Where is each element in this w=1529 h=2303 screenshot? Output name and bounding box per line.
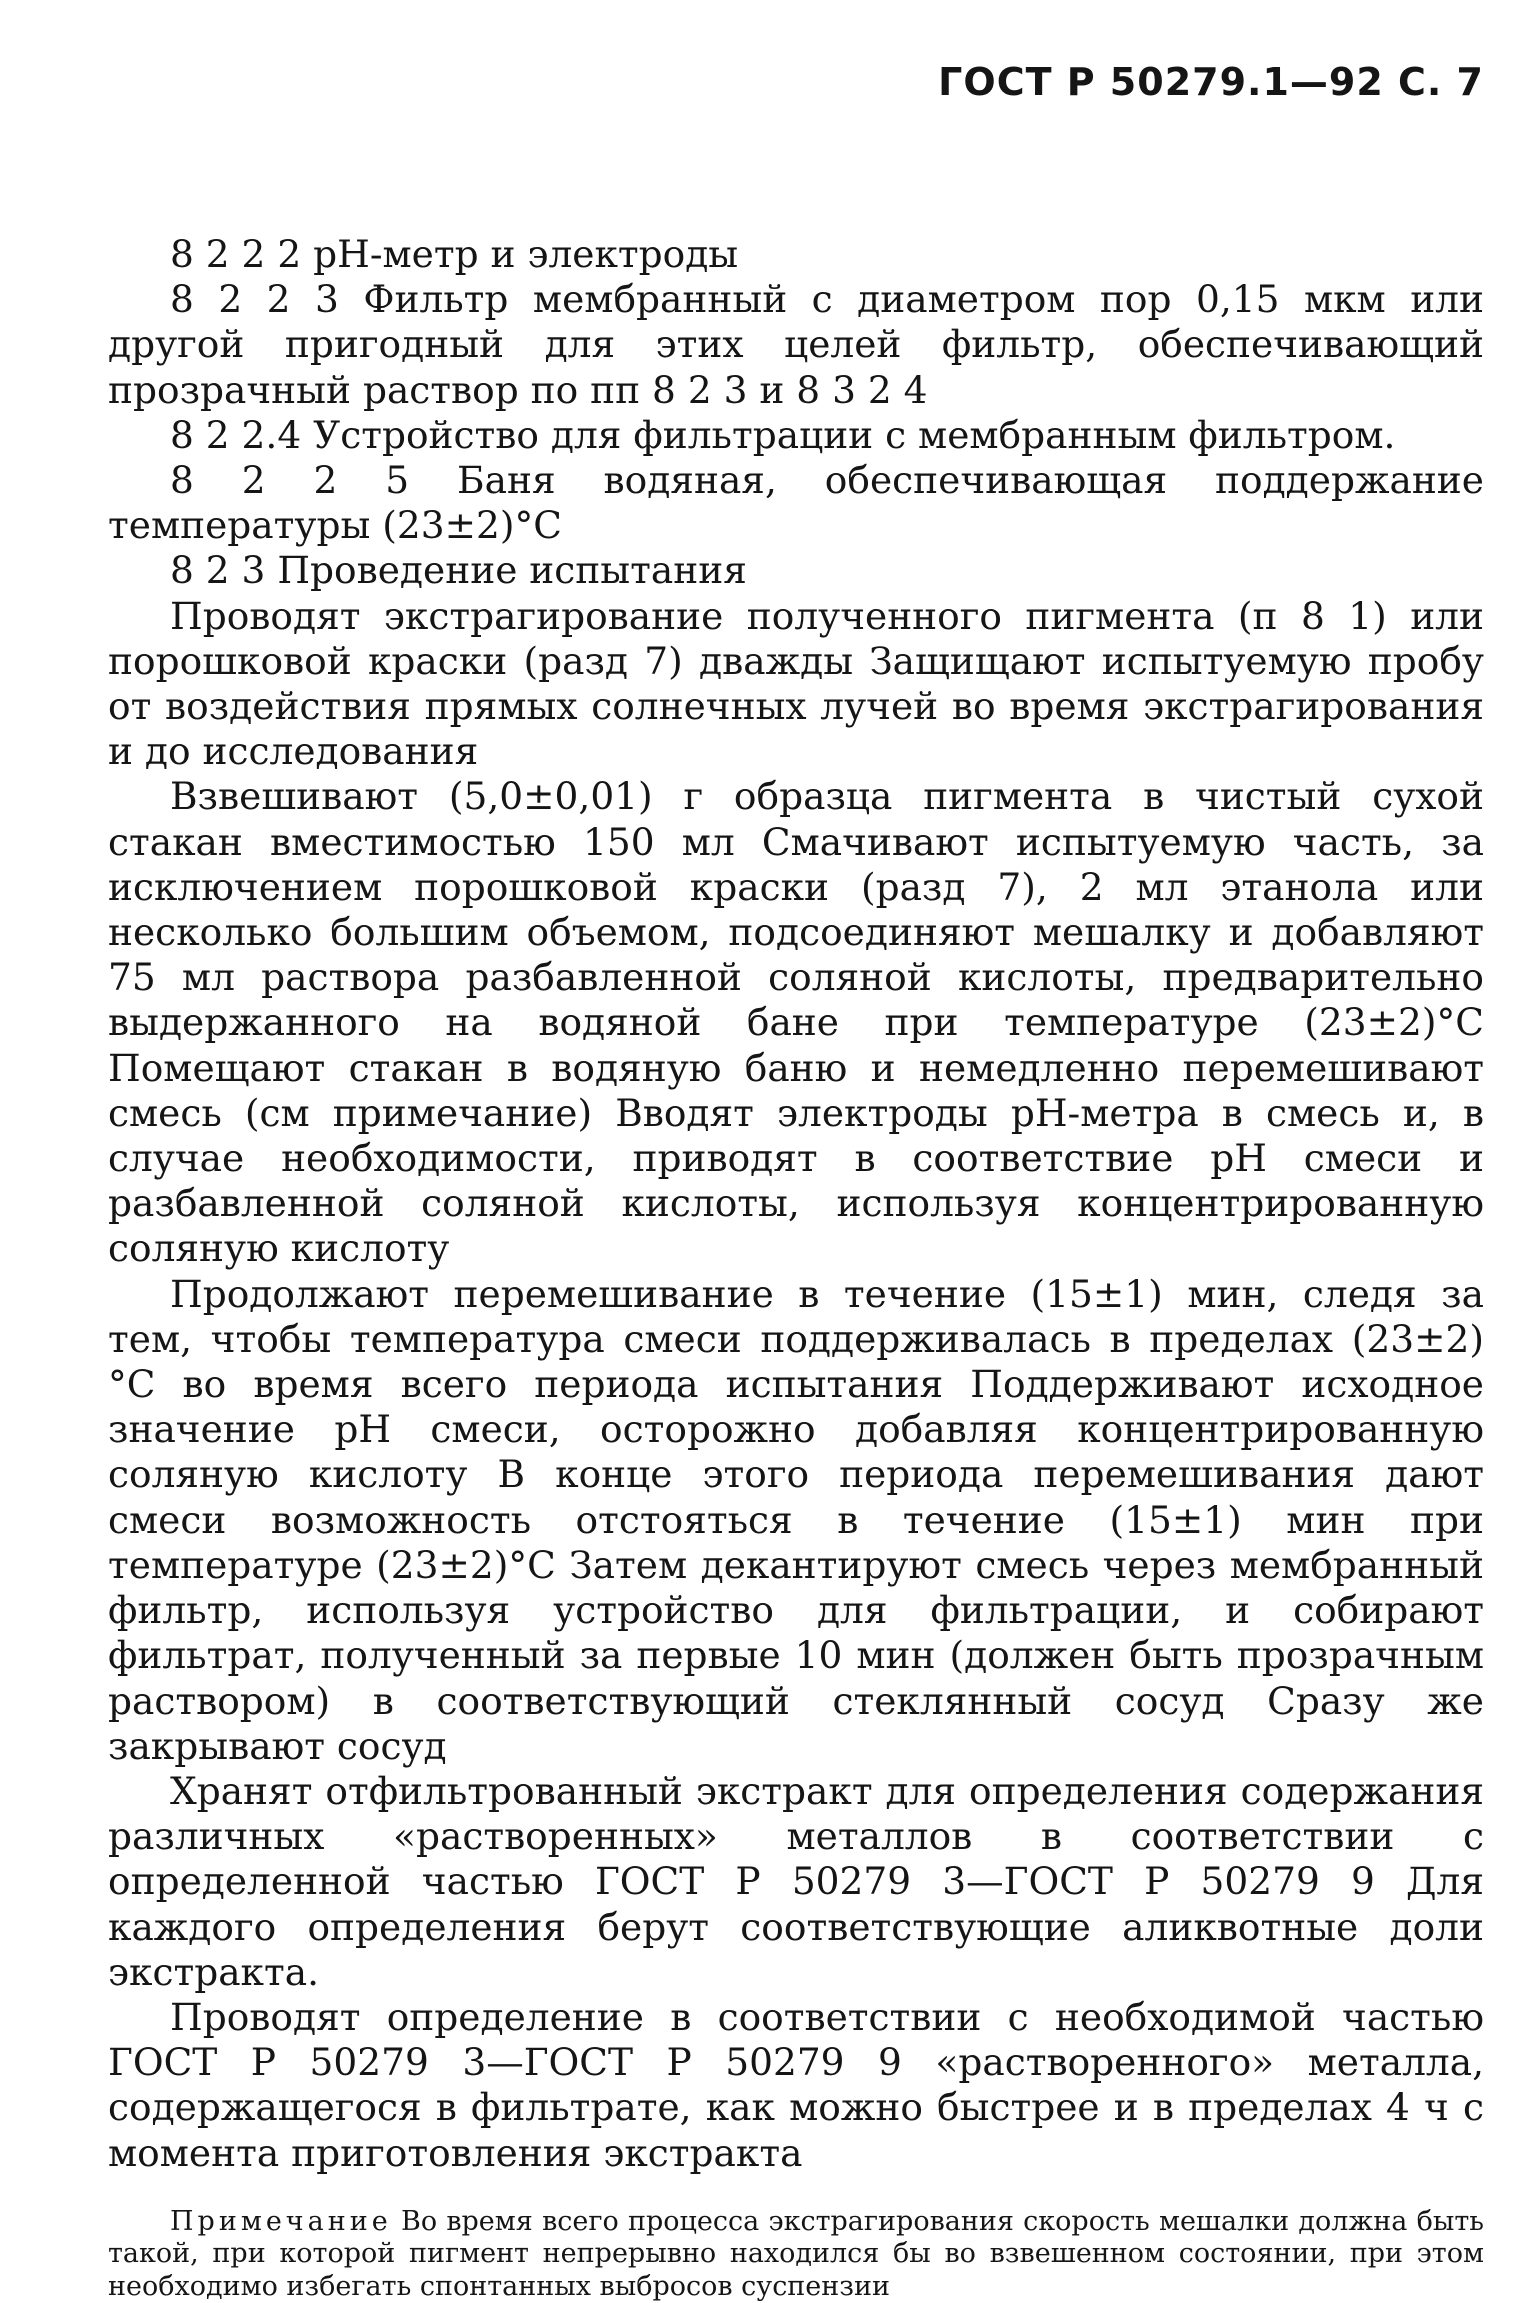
body-text <box>108 232 1484 2176</box>
note-paragraph <box>108 2206 1484 2303</box>
note-label: Примечание <box>170 2205 392 2237</box>
paragraph-storage: Хранят отфильтрованный экстракт для определения содержания различных «растворенных» металлов в соответствии с определенной частью ГОСТ Р 50279 3—ГОСТ Р 50279 9 Для каждого определения берут соответствующие аликвотные доли экстракта. <box>108 1768 1484 1994</box>
clause-8-2-3-heading: 8 2 3 Проведение испытания <box>170 548 747 593</box>
clause-8-2-2-4: 8 2 2.4 Устройство для фильтрации с мембранным фильтром. <box>170 412 1396 457</box>
clause-8-2-2-5: 8 2 2 5 Баня водяная, обеспечивающая поддержание температуры (23±2)°С <box>108 458 1484 548</box>
clause-8-2-2-3: 8 2 2 3 Фильтр мембранный с диаметром пор 0,15 мкм или другой пригодный для этих целей фильтр, обеспечивающий прозрачный раствор по пп 8 2 3 и 8 3 2 4 <box>108 277 1484 412</box>
note-text: Во время всего процесса экстрагирования скорость мешалки должна быть такой, при которой пигмент непрерывно находился бы во взвешенном состоянии, при этом необходимо избегать спонтанных выбросов суспензии <box>108 2205 1484 2302</box>
paragraph-weighing: Взвешивают (5,0±0,01) г образца пигмента в чистый сухой стакан вместимостью 150 мл Смачивают испытуемую часть, за исключением порошковой краски (разд 7), 2 мл этанола или несколько большим объемом, подсоединяют мешалку и добавляют 75 мл раствора разбавленной соляной кислоты, предварительно выдержанного на водяной бане при температуре (23±2)°С Помещают стакан в водяную баню и немедленно перемешивают смесь (см примечание) Вводят электроды рН-метра в смесь и, в случае необходимости, приводят в соответствие рН смеси и разбавленной соляной кислоты, используя концентрированную соляную кислоту <box>108 774 1484 1271</box>
note-block <box>108 2206 1484 2303</box>
paragraph-extraction: Проводят экстрагирование полученного пигмента (п 8 1) или порошковой краски (разд 7) дважды Защищают испытуемую пробу от воздействия прямых солнечных лучей во время экстрагирования и до исследования <box>108 593 1484 774</box>
paragraph-determination: Проводят определение в соответствии с необходимой частью ГОСТ Р 50279 3—ГОСТ Р 50279 9 «растворенного» металла, содержащегося в фильтрате, как можно быстрее и в пределах 4 ч с момента приготовления экстракта <box>108 1994 1484 2175</box>
document-page <box>108 60 1484 2303</box>
paragraph-mixing: Продолжают перемешивание в течение (15±1) мин, следя за тем, чтобы температура смеси поддерживалась в пределах (23±2)°С во время всего периода испытания Поддерживают исходное значение рН смеси, осторожно добавляя концентрированную соляную кислоту В конце этого периода перемешивания дают смеси возможность отстояться в течение (15±1) мин при температуре (23±2)°С Затем декантируют смесь через мембранный фильтр, используя устройство для фильтрации, и собирают фильтрат, полученный за первые 10 мин (должен быть прозрачным раствором) в соответствующий стеклянный сосуд Сразу же закрывают сосуд <box>108 1271 1484 1768</box>
page-header: ГОСТ Р 50279.1—92 С. 7 <box>938 60 1484 104</box>
clause-8-2-2-2: 8 2 2 2 рН-метр и электроды <box>170 232 739 276</box>
